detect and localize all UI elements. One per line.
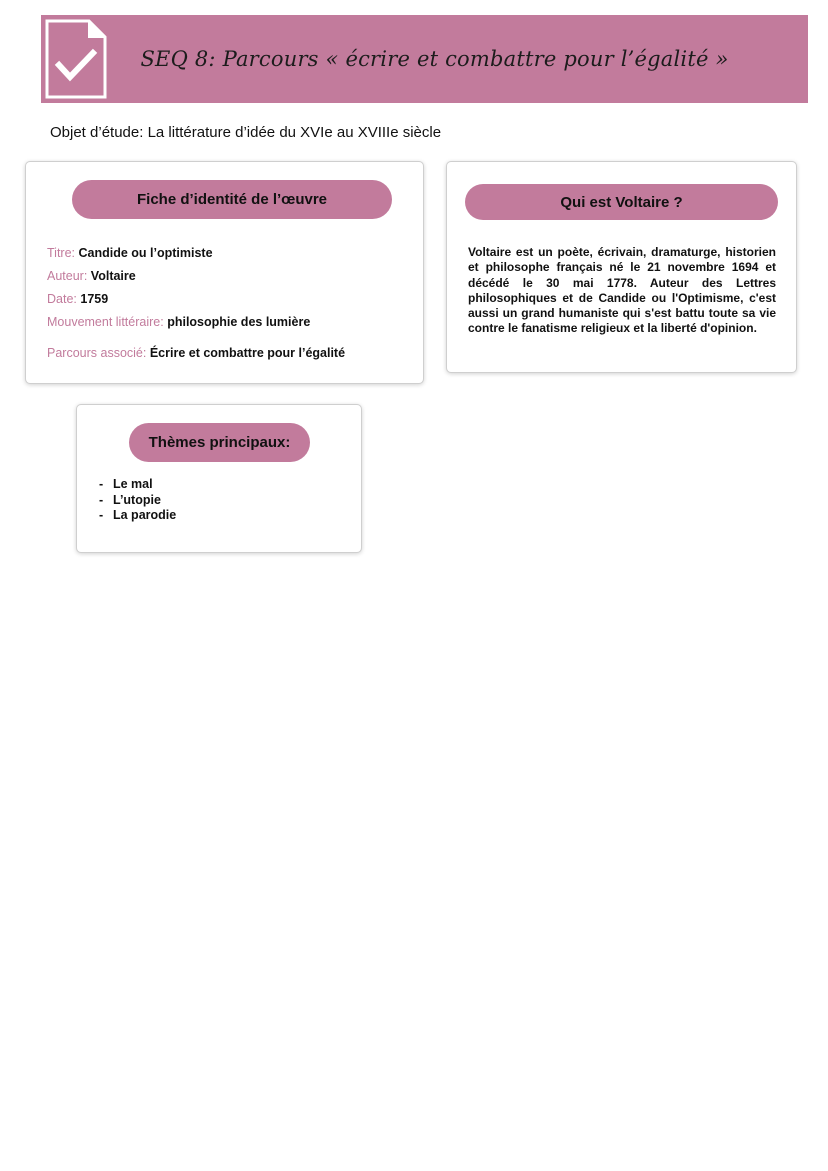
- field-movement-label: Mouvement littéraire:: [47, 315, 164, 329]
- field-author-value: Voltaire: [90, 269, 136, 283]
- field-title: [47, 246, 213, 260]
- voltaire-card: [446, 161, 797, 373]
- voltaire-card-heading: Qui est Voltaire ?: [465, 184, 778, 220]
- list-item: [99, 508, 176, 524]
- field-title-value: Candide ou l’optimiste: [78, 246, 213, 260]
- voltaire-biography: Voltaire est un poète, écrivain, dramaturge, historien et philosophe français né le 21 novembre 1694 et décédé le 30 mai 1778. Auteur des Lettres philosophiques et de Candide ou l'Optimisme, c'est aussi un grand humaniste qui s'est battu toute sa vie contre le fanatisme religieux et la liberté d'opinion.: [468, 245, 776, 336]
- field-parcours-label: Parcours associé:: [47, 346, 147, 360]
- field-title-label: Titre:: [47, 246, 76, 260]
- identity-card-heading: Fiche d’identité de l’œuvre: [72, 180, 392, 219]
- bullet-dash: -: [99, 492, 104, 507]
- theme-label: L’utopie: [113, 492, 161, 507]
- list-item: [99, 493, 176, 509]
- field-date: [47, 292, 108, 306]
- themes-list: [99, 477, 176, 524]
- bullet-dash: -: [99, 508, 104, 522]
- field-author-label: Auteur:: [47, 269, 88, 283]
- field-parcours: [47, 346, 345, 360]
- field-parcours-value: Écrire et combattre pour l’égalité: [149, 346, 346, 360]
- identity-card: [25, 161, 424, 384]
- field-movement-value: philosophie des lumière: [167, 315, 311, 329]
- themes-card: [76, 404, 362, 553]
- field-author: [47, 269, 136, 283]
- field-date-value: 1759: [80, 292, 109, 306]
- field-movement: [47, 315, 310, 329]
- theme-label: Le mal: [113, 477, 153, 491]
- header-banner: [41, 15, 808, 103]
- study-subject: Objet d’étude: La littérature d’idée du XVIe au XVIIIe siècle: [50, 124, 442, 141]
- themes-card-heading: Thèmes principaux:: [129, 423, 310, 462]
- theme-label: La parodie: [113, 508, 177, 522]
- bullet-dash: -: [99, 477, 104, 491]
- page-title: SEQ 8: Parcours « écrire et combattre pour l’égalité »: [140, 47, 729, 71]
- list-item: [99, 477, 176, 493]
- field-date-label: Date:: [47, 292, 77, 306]
